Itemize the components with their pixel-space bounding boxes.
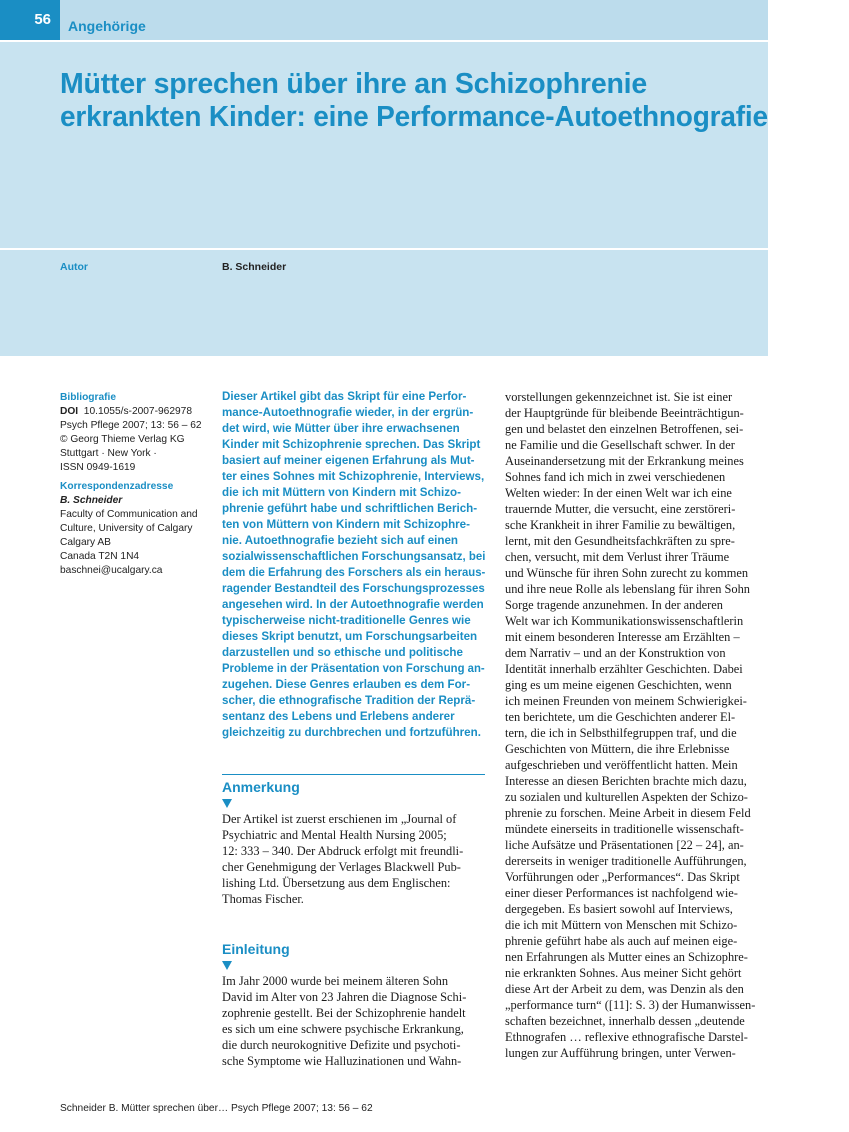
body-line: sche Krankheit in ihrer Familie zu bewältigen, [505, 518, 736, 532]
abstract-line: dieses Skript benutzt, um Forschungsarbeiten [222, 630, 478, 643]
title-divider [0, 248, 768, 250]
note-body [222, 811, 485, 907]
body-line: Interesse an diesen Berichten brachte mich dazu, [505, 774, 747, 788]
body-line: der Hauptgründe für bleibende Beeinträchtigun- [505, 406, 744, 420]
body-line: Geschichten von Müttern, die ihre Erlebnisse [505, 742, 730, 756]
address-line: Calgary AB [60, 536, 111, 548]
body-line: schaften bezeichnet, innerhalb dessen „deutende [505, 1014, 745, 1028]
page-footer: Schneider B. Mütter sprechen über… Psych Pflege 2007; 13: 56 – 62 [60, 1103, 373, 1114]
correspondence-heading: Korrespondenzadresse [60, 480, 174, 492]
bibliography-line: © Georg Thieme Verlag KG [60, 434, 185, 446]
intro-body [222, 973, 485, 1069]
abstract-line: basiert auf meiner eigenen Erfahrung als Mut- [222, 454, 475, 467]
abstract-line: sentanz des Lebens und Erlebens anderer [222, 710, 455, 723]
body-line: Identität innerhalb erzählter Geschichten. Dabei [505, 662, 743, 676]
abstract-line: darzustellen und so ethische und politische [222, 646, 463, 659]
intro-line: die durch neurokognitive Defizite und psychoti- [222, 1038, 461, 1052]
header-divider [0, 40, 768, 42]
abstract [222, 389, 485, 741]
abstract-line: mance-Autoethnografie wieder, in der ergrün- [222, 406, 474, 419]
abstract-line: typischerweise nicht-traditionelle Genres wie [222, 614, 471, 627]
note-line: Psychiatric and Mental Health Nursing 2005; [222, 828, 447, 842]
body-line: trauernde Mutter, die versucht, eine zerstöreri- [505, 502, 736, 516]
abstract-line: scher, die ethnografische Tradition der Reprä- [222, 694, 476, 707]
address-line: Culture, University of Calgary [60, 522, 193, 534]
body-line: mündete einerseits in traditionelle wissenschaft- [505, 822, 744, 836]
bibliography-line: ISSN 0949-1619 [60, 462, 136, 474]
bibliography-line: Stuttgart · New York · [60, 448, 157, 460]
abstract-line: angesehen wird. In der Autoethnografie werden [222, 598, 484, 611]
intro-line: es sich um eine schwere psychische Erkrankung, [222, 1022, 464, 1036]
header-band [0, 0, 768, 356]
triangle-down-icon [222, 799, 232, 808]
body-line: ich meinen Freunden von meinem Schwierigkei- [505, 694, 747, 708]
body-line: Vorführungen oder „Performances“. Das Skript [505, 870, 740, 884]
note-line: Thomas Fischer. [222, 892, 304, 906]
triangle-down-icon [222, 961, 232, 970]
abstract-line: Probleme in der Präsentation von Forschung an- [222, 662, 485, 675]
body-line: die ich mit Müttern von Menschen mit Schizo- [505, 918, 738, 932]
body-line: phrenie geführt habe als auch auf meinen eige- [505, 934, 738, 948]
body-line: und ihre neue Rolle als lebenslang für ihren Sohn [505, 582, 750, 596]
body-line: ne Familie und die Gesellschaft schwer. In der [505, 438, 735, 452]
body-line: einer dieser Performances ist nachfolgend wie- [505, 886, 738, 900]
body-line: Sohnes fand ich mich in zwei verschiedenen [505, 470, 726, 484]
body-line: phrenie zu forschen. Meine Arbeit in diesem Feld [505, 806, 751, 820]
intro-line: David im Alter von 23 Jahren die Diagnose Schi- [222, 990, 467, 1004]
abstract-line: Dieser Artikel gibt das Skript für eine Perfor- [222, 390, 467, 403]
body-line: ten berichtete, um die Geschichten anderer El- [505, 710, 736, 724]
abstract-line: zugehen. Diese Genres erlauben es dem For- [222, 678, 471, 691]
abstract-line: gleichzeitig zu durchbrechen und fortzuführen. [222, 726, 481, 739]
page-number: 56 [0, 0, 60, 40]
title-line: erkrankten Kinder: eine Performance-Autoethnografie [60, 101, 768, 133]
abstract-line: sozialwissenschaftlichen Forschungsansatz, bei [222, 550, 486, 563]
abstract-line: ten von Müttern von Kindern mit Schizophre- [222, 518, 470, 531]
bibliography-line: Psych Pflege 2007; 13: 56 – 62 [60, 420, 202, 432]
note-line: lishing Ltd. Übersetzung aus dem Englischen: [222, 876, 451, 890]
body-line: gen und belastet den einzelnen Betroffenen, sei- [505, 422, 744, 436]
body-line: liche Aufsätze und Präsentationen [22 – 24], an- [505, 838, 744, 852]
address-line: Faculty of Communication and [60, 508, 198, 520]
body-line: aufgeschrieben und veröffentlicht hatten. Mein [505, 758, 738, 772]
doi-label: DOI [60, 406, 79, 418]
body-line: Welt war ich Kommunikationswissenschaftlerin [505, 614, 744, 628]
intro-line: Im Jahr 2000 wurde bei meinem älteren Sohn [222, 974, 449, 988]
body-line: und Wünsche für ihren Sohn zurecht zu kommen [505, 566, 749, 580]
section-label: Angehörige [68, 18, 146, 34]
doi-value[interactable]: 10.1055/s-2007-962978 [83, 406, 192, 418]
body-line: dergegeben. Es basiert sowohl auf Interviews, [505, 902, 733, 916]
body-line: Ethnografen … reflexive ethnografische Darstel- [505, 1030, 748, 1044]
address-line: Canada T2N 1N4 [60, 551, 140, 563]
abstract-line: det wird, wie Mütter über ihre erwachsenen [222, 422, 460, 435]
body-line: lungen zur Aufführung bringen, unter Verwen- [505, 1046, 736, 1060]
body-line: nen Erfahrungen als Mutter eines an Schizophre- [505, 950, 748, 964]
abstract-line: dem die Erfahrung des Forschers als ein heraus- [222, 566, 486, 579]
abstract-line: die ich mit Müttern von Kindern mit Schizo- [222, 486, 461, 499]
body-line: lernt, mit den Gesundheitsfachkräften zu spre- [505, 534, 735, 548]
body-line: zu sozialen und kulturellen Aspekten der Schizo- [505, 790, 748, 804]
body-line: chen, versucht, mit dem Verlust ihrer Träume [505, 550, 730, 564]
bibliography-heading: Bibliografie [60, 392, 117, 403]
abstract-line: ragender Bestandteil des Forschungsprozesses [222, 582, 485, 595]
body-line: Auseinandersetzung mit der Erkrankung meines [505, 454, 744, 468]
intro-line: sche Symptome wie Halluzinationen und Wahn- [222, 1054, 462, 1068]
body-line: mit einem besonderen Interesse am Erzählten – [505, 630, 740, 644]
body-column [505, 389, 768, 1061]
body-line: tern, die ich in Selbsthilfegruppen traf, und die [505, 726, 737, 740]
abstract-line: nie. Autoethnografie bezieht sich auf einen [222, 534, 458, 547]
body-line: „performance turn“ ([11]: S. 3) der Humanwissen- [505, 998, 756, 1012]
abstract-line: phrenie geführt habe und schriftlichen Berich- [222, 502, 478, 515]
note-heading: Anmerkung [222, 779, 300, 795]
email-link[interactable]: baschnei@ucalgary.ca [60, 565, 163, 577]
body-line: dererseits in weniger traditionelle Aufführungen, [505, 854, 747, 868]
abstract-line: ter eines Sohnes mit Schizophrenie, Interviews, [222, 470, 485, 483]
body-line: vorstellungen gekennzeichnet ist. Sie ist einer [505, 390, 733, 404]
body-line: Welten wieder: In der einen Welt war ich eine [505, 486, 732, 500]
note-line: Der Artikel ist zuerst erschienen im „Journal of [222, 812, 457, 826]
author-label: Autor [60, 261, 88, 273]
author-name: B. Schneider [222, 261, 287, 273]
body-line: dem Narrativ – und an der Konstruktion von [505, 646, 726, 660]
body-line: Sorge tragende anzunehmen. In der anderen [505, 598, 723, 612]
note-line: 12: 333 – 340. Der Abdruck erfolgt mit freundli- [222, 844, 464, 858]
body-line: ging es um meine eigenen Geschichten, wenn [505, 678, 732, 692]
note-line: cher Genehmigung der Verlages Blackwell Pub- [222, 860, 461, 874]
body-line: nie erkrankten Sohnes. Aus meiner Sicht gehört [505, 966, 742, 980]
abstract-line: Kinder mit Schizophrenie sprechen. Das Skript [222, 438, 481, 451]
intro-line: zophrenie gestellt. Bei der Schizophrenie handelt [222, 1006, 466, 1020]
correspondence-name: B. Schneider [60, 494, 123, 506]
article-title [60, 68, 768, 134]
section-rule [222, 774, 485, 775]
article-info [60, 391, 210, 578]
body-line: diese Art der Arbeit zu dem, was Denzin als den [505, 982, 744, 996]
title-line: Mütter sprechen über ihre an Schizophrenie [60, 68, 648, 100]
intro-heading: Einleitung [222, 941, 290, 957]
